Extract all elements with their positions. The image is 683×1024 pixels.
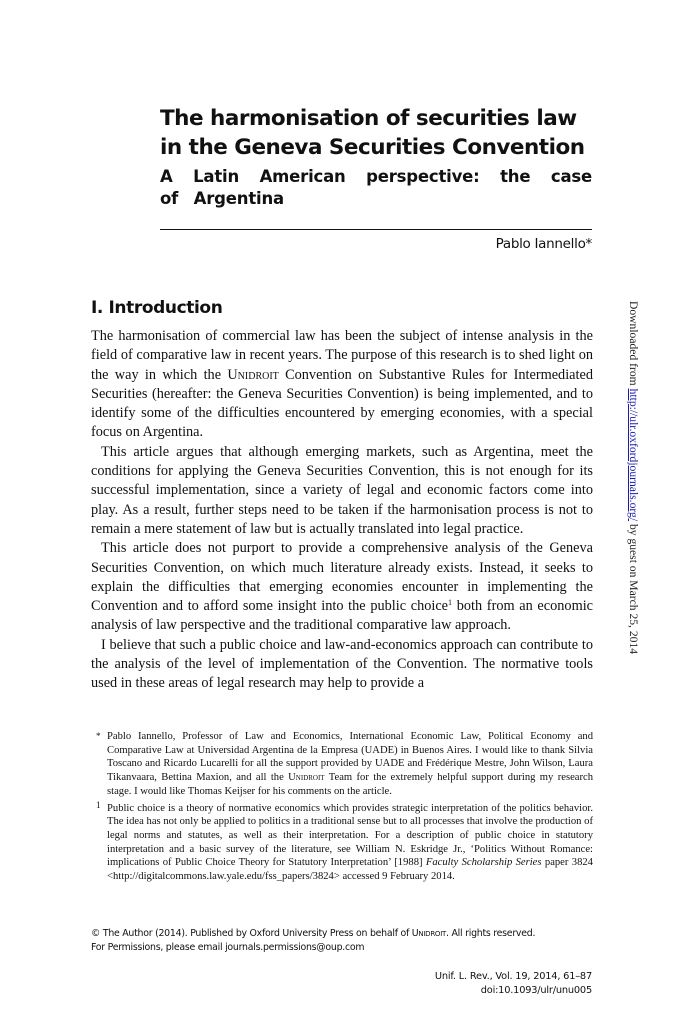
journal-reference: Unif. L. Rev., Vol. 19, 2014, 61–87 xyxy=(434,971,592,982)
paragraph-3: This article does not purport to provide a comprehensive analysis of the Geneva Securities Convention, on which much literature already exists. Instead, it seeks to explain the difficulties that emerging economies encounter in implementing the Convention and to afford some insight into the public choice$^1$ both from an economic analysis of law perspective and the traditional comparative law approach. xyxy=(91,540,594,634)
journal-citation xyxy=(435,970,592,997)
title-block xyxy=(160,104,592,210)
paragraph-2: This article argues that although emerging markets, such as Argentina, meet the conditions for applying the Geneva Securities Convention, this is not enough for its successful implementation, since a variety of legal and economic factors come into play. As a result, further steps need to be taken if the harmonisation process is not to remain a mere statement of law but is actually translated into legal practice. xyxy=(91,443,593,537)
footnote-author: * Pablo Iannello, Professor of Law and Economics, International Economic Law, Political Economy and Comparative Law at Universidad Argentina de la Empresa (UADE) in Buenos Aires. I would like to thank Silvia Toscano and Ricardo Lucarelli for all the support provided by UADE and Frédérique Mestre, John Wilson, Laura Tikanvaara, Bettina Maxion, and all the Unidroit Team for the extremely helpful support during my research stage. I would like Thomas Keijser for his comments on the article. xyxy=(96,731,593,797)
footnote-1: 1 Public choice is a theory of normative economics which provides strategic interpretation of the politics behavior. The idea has not only be applied to politics in a traditional sense but to all processes that involve the production of legal norms and statutes, as well as their interpretation. For a description of public choice in statutory interpretation and a basic survey of the literature, see William N. Eskridge Jr., ‘Politics Without Romance: implications of Public Choice Theory for Statutory Interpretation’ [1988] Faculty Scholarship Series paper 3824 <http://digitalcommons.law.yale.edu/fss_papers/3824> accessed 9 February 2014. xyxy=(96,799,593,883)
doi[interactable]: doi:10.1093/ulr/unu005 xyxy=(480,984,592,996)
download-watermark: Downloaded from http://ulr.oxfordjournals.org/ by guest on March 25, 2014 xyxy=(627,301,640,655)
title-divider xyxy=(160,229,592,230)
paragraph-1: The harmonisation of commercial law has been the subject of intense analysis in the field of comparative law in recent years. The purpose of this research is to shed light on the way in which the Unidroit Convention on Substantive Rules for Intermediated Securities (hereafter: the Geneva Securities Convention) is being implemented, and to identify some of the difficulties encountered by emerging economies, with a special focus on Argentina. xyxy=(91,328,593,441)
footnote-ref-1[interactable]: 1 xyxy=(448,598,453,608)
article-subtitle: A Latin American perspective: the case of Argentina xyxy=(160,167,592,208)
permissions-line: For Permissions, please email journals.permissions@oup.com xyxy=(91,941,365,953)
footnote-mark: * xyxy=(96,731,101,741)
copyright-notice xyxy=(91,927,601,954)
author-name: Pablo Iannello* xyxy=(495,236,592,252)
unidroit-smallcaps: Unidroit xyxy=(227,366,279,383)
journal-link[interactable]: http://ulr.oxfordjournals.org/ xyxy=(627,388,640,522)
article-title: The harmonisation of securities law in the Geneva Securities Convention xyxy=(160,106,585,160)
section-heading: I. Introduction xyxy=(91,298,223,318)
footnotes xyxy=(91,730,593,887)
body-text xyxy=(91,327,593,694)
footnote-mark: 1 xyxy=(96,799,101,810)
copyright-line: © The Author (2014). Published by Oxford University Press on behalf of Unidroit. All rights reserved. xyxy=(91,928,536,939)
paragraph-4: I believe that such a public choice and law-and-economics approach can contribute to the analysis of the level of implementation of the Convention. The normative tools used in these areas of legal research may help to provide a xyxy=(91,636,593,692)
